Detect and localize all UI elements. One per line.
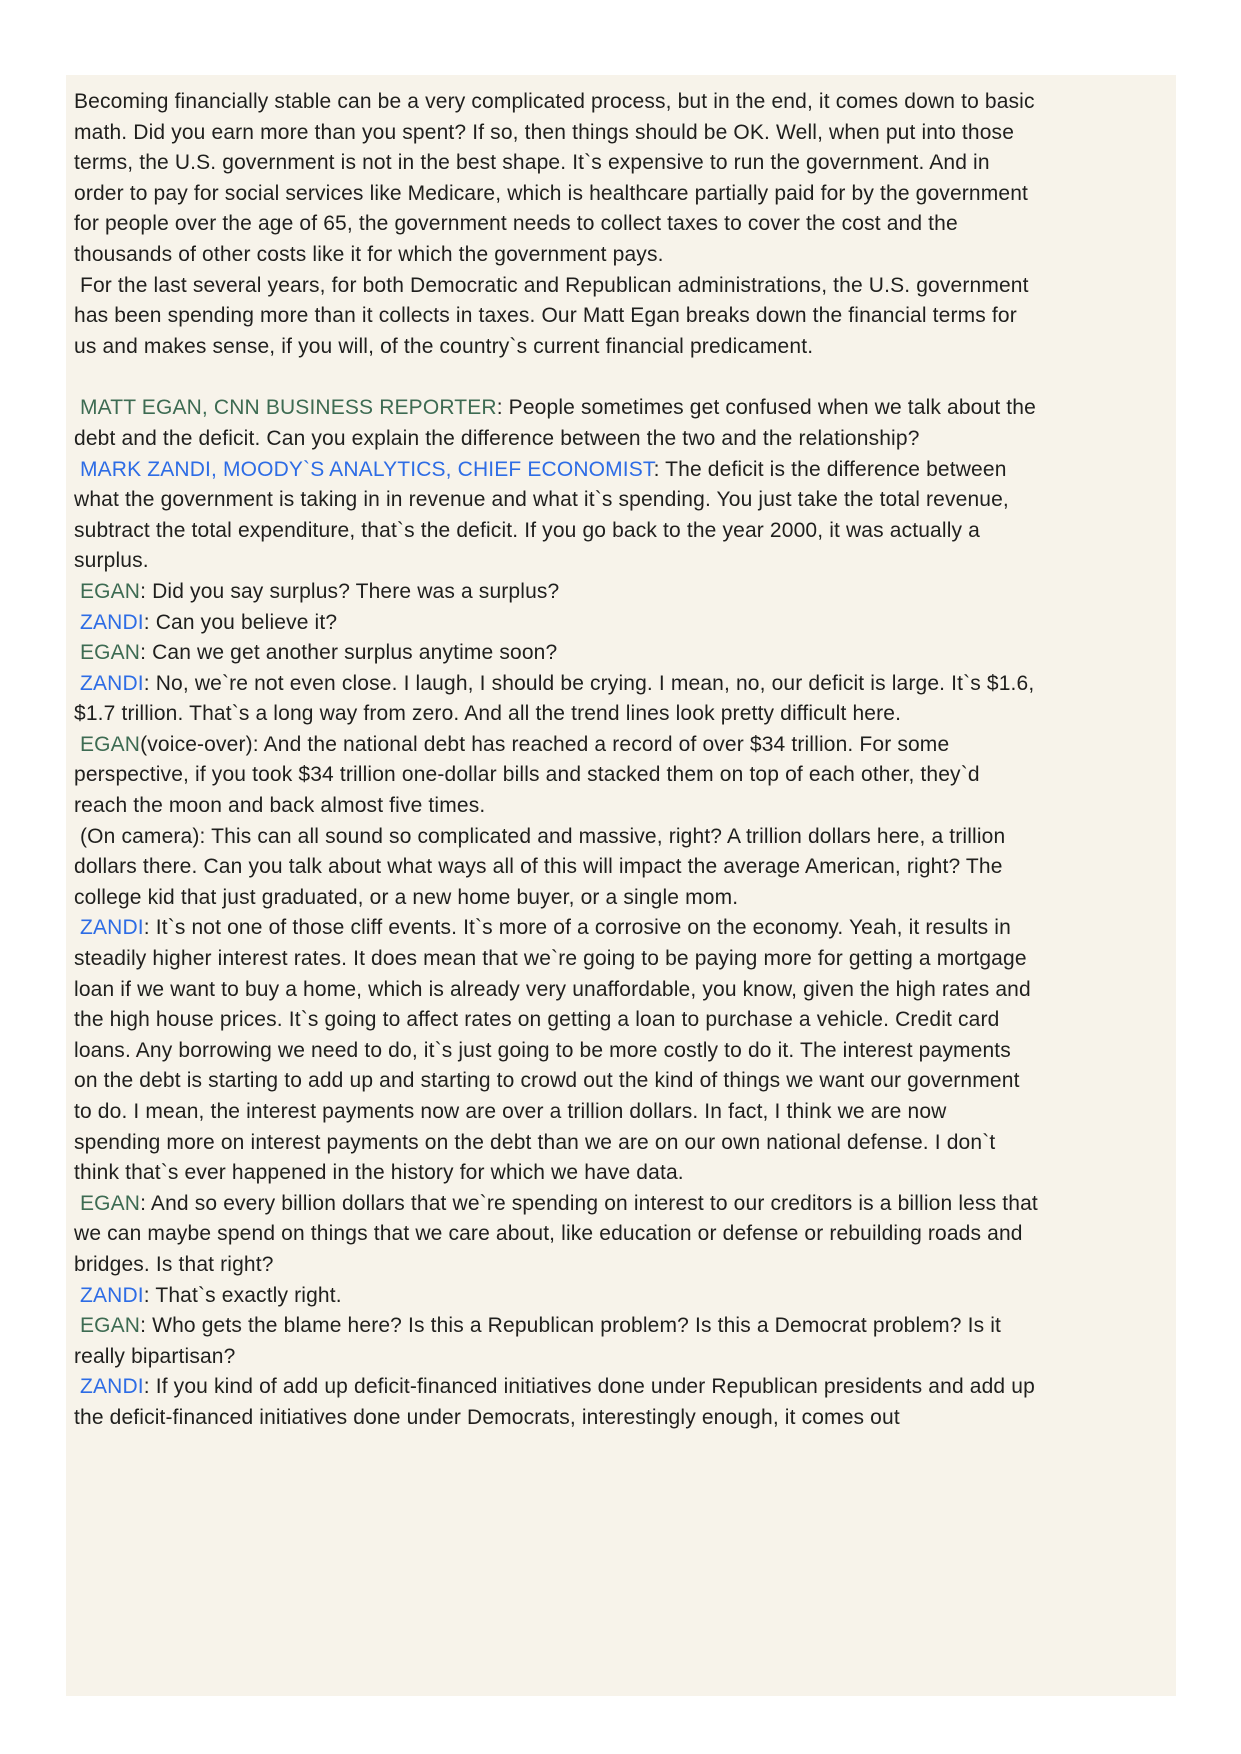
speaker-name: ZANDI: [80, 1375, 144, 1399]
turn-text: : If you kind of add up deficit-financed initiatives done under Republican presidents and add up the deficit-financed initiatives done under Democrats, interestingly enough, it comes out: [74, 1375, 1041, 1429]
turn-text: : And so every billion dollars that we`re spending on interest to our creditors is a billion less that we can maybe spend on things that we care about, like education or defense or rebuilding roads and bridges. Is that right?: [74, 1191, 1044, 1276]
speaker-name: EGAN: [80, 1314, 141, 1338]
transcript-turn: [74, 730, 1038, 822]
speaker-name: EGAN: [80, 579, 141, 603]
turn-text: : The deficit is the difference between what the government is taking in in revenue and what it`s spending. You just take the total revenue, subtract the total expenditure, that`s the deficit. If you go back to the year 2000, it was actually a surplus.: [74, 457, 1015, 573]
speaker-name: EGAN: [80, 641, 141, 665]
transcript-page: [66, 75, 1176, 1696]
turn-text: : No, we`re not even close. I laugh, I should be crying. I mean, no, our deficit is large. It`s $1.6, $1.7 trillion. That`s a long way from zero. And all the trend lines look pretty difficult here.: [74, 671, 1041, 726]
intro-paragraph: Becoming financially stable can be a very complicated process, but in the end, it comes down to basic math. Did you earn more than you spent? If so, then things should be OK. Well, when put into those terms, the U.S. government is not in the best shape. It`s expensive to run the government. And in order to pay for social services like Medicare, which is healthcare partially paid for by the government for people over the age of 65, the government needs to collect taxes to cover the cost and the thousands of other costs like it for which the government pays.: [74, 90, 1041, 266]
speaker-name: EGAN: [80, 732, 141, 756]
transcript-turn: [74, 455, 1038, 577]
turn-text: : People sometimes get confused when we talk about the debt and the deficit. Can you explain the difference between the two and the relationship?: [74, 396, 1042, 450]
turn-text: : It`s not one of those cliff events. It`s more of a corrosive on the economy. Yeah, it results in steadily higher interest rates. It does mean that we`re going to be paying more for getting a mortgage loan if we want to buy a home, which is already very unaffordable, you know, given the high rates and the high house prices. It`s going to affect rates on getting a loan to purchase a vehicle. Credit card loans. Any borrowing we need to do, it`s just going to be more costly to do it. The interest payments on the debt is starting to add up and starting to crowd out the kind of things we want our government to do. I mean, the interest payments now are over a trillion dollars. In fact, I think we are now spending more on interest payments on the debt than we are on our own national defense. I don`t think that`s ever happened in the history for which we have data.: [74, 916, 1037, 1185]
transcript-turn: [74, 577, 1038, 608]
turn-text: : Can you believe it?: [143, 610, 338, 634]
transcript-turn: [74, 1372, 1041, 1433]
turn-text: (On camera): This can all sound so complicated and massive, right? A trillion dollars here, a trillion dollars there. Can you talk about what ways all of this will impact the average American, right? The college kid that just graduated, or a new home buyer, or a single mom.: [74, 824, 1012, 909]
transcript-turn: [74, 669, 1041, 730]
turn-text: : Can we get another surplus anytime soon?: [140, 641, 558, 665]
transcript-turn: [74, 1189, 1044, 1281]
intro-paragraph: For the last several years, for both Democratic and Republican administrations, the U.S. government has been spending more than it collects in taxes. Our Matt Egan breaks down the financial terms for us and makes sense, if you will, of the country`s current financial predicament.: [74, 273, 1035, 358]
speaker-name: ZANDI: [80, 916, 144, 940]
speaker-name: EGAN: [80, 1191, 141, 1215]
turn-text: : Who gets the blame here? Is this a Republican problem? Is this a Democrat problem? Is it really bipartisan?: [74, 1314, 1008, 1368]
transcript-turn: [74, 822, 1038, 914]
transcript-turn: [74, 393, 1042, 454]
transcript-turn: [74, 913, 1038, 1188]
speaker-name: ZANDI: [80, 610, 144, 634]
speaker-name: ZANDI: [80, 1283, 144, 1307]
transcript-turn: [74, 608, 1038, 639]
paragraph-gap: [74, 362, 1038, 393]
speaker-name: MARK ZANDI, MOODY`S ANALYTICS, CHIEF ECONOMIST: [80, 457, 654, 481]
turn-text: : That`s exactly right.: [143, 1283, 342, 1307]
transcript-turns: [74, 393, 1044, 1433]
turn-text: : Did you say surplus? There was a surplus?: [140, 579, 560, 603]
speaker-name: MATT EGAN, CNN BUSINESS REPORTER: [80, 396, 497, 420]
transcript-turn: [74, 1281, 1038, 1312]
speaker-name: ZANDI: [80, 671, 144, 695]
transcript-turn: [74, 1311, 1038, 1372]
turn-text: (voice-over): And the national debt has reached a record of over $34 trillion. For some perspective, if you took $34 trillion one-dollar bills and stacked them on top of each other, they`d reach the moon and back almost five times.: [74, 732, 986, 818]
transcript-turn: [74, 638, 1038, 669]
